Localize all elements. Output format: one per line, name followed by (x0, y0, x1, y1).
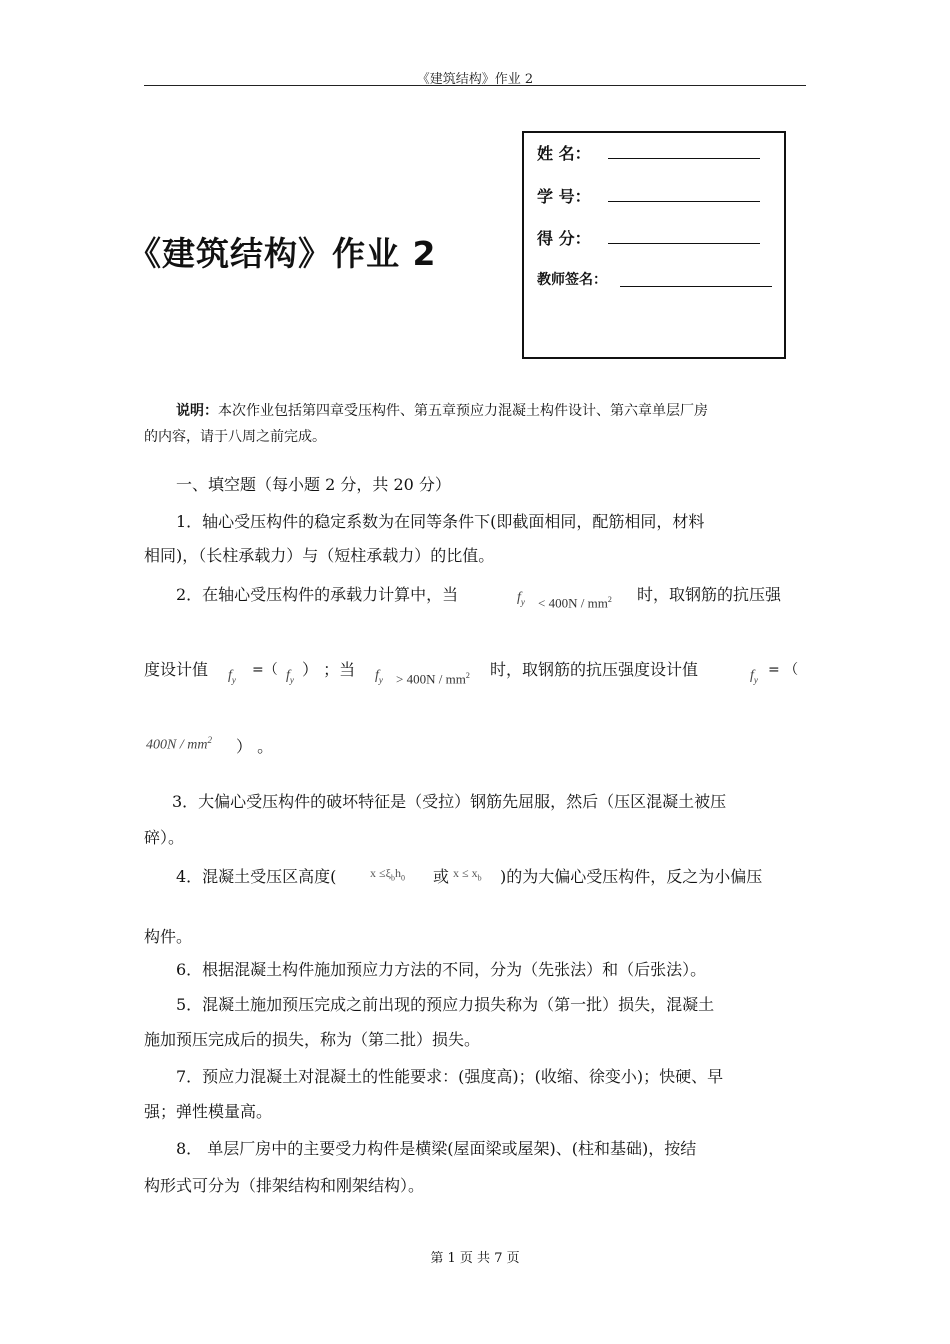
question-6-line-1: 6．根据混凝土构件施加预应力方法的不同，分为（先张法）和（后张法）。 (176, 960, 707, 979)
fy-letter-2: f (375, 668, 379, 683)
name-label: 姓 名： (537, 144, 591, 163)
question-2-eq-1: =（ (252, 662, 278, 678)
q4-cond-1-h: h (394, 866, 401, 880)
fy-letter: f (517, 590, 521, 605)
header-divider (144, 85, 806, 86)
question-1-line-1: 1．轴心受压构件的稳定系数为在同等条件下(即截面相同，配筋相同，材料 (176, 512, 705, 531)
answer-fy-symbol (286, 668, 294, 685)
fy-prime-subscript-2: y (753, 674, 758, 685)
question-2-text-a: 2．在轴心受压构件的承载力计算中，当 (176, 585, 459, 604)
question-4-or: 或 (433, 867, 450, 886)
question-2-close-1: ） ；当 (302, 660, 356, 679)
fy-limit-gt (396, 671, 470, 687)
question-8-line-1: 8． 单层厂房中的主要受力构件是横梁(屋面梁或屋架)、(柱和基础)，按结 (176, 1139, 697, 1158)
question-7-line-2: 强；弹性模量高。 (144, 1102, 273, 1121)
note-line-1 (176, 400, 708, 420)
note-label: 说明： (176, 403, 218, 419)
question-1-line-2: 相同)，（长柱承载力）与（短柱承载力）的比值。 (144, 546, 495, 565)
question-4-text-b: )的为大偏心受压构件，反之为小偏压 (500, 867, 763, 886)
document-title: 《建筑结构》作业 2 (128, 234, 437, 273)
answer-fy-subscript: y (289, 674, 294, 685)
fy-symbol-2 (375, 668, 383, 685)
question-2-line-1 (176, 580, 458, 610)
q4-cond-1-a: x ≤ξ (370, 866, 391, 880)
question-2-end: ） 。 (236, 737, 274, 756)
fy-symbol (517, 590, 525, 607)
student-id-blank[interactable] (608, 201, 760, 202)
limit-lt-text: < 400N / mm (538, 595, 608, 611)
running-header: 《建筑结构》作业 2 (416, 72, 534, 87)
q4-cond-2-a: x ≤ x (453, 866, 478, 880)
fy-subscript-2: y (378, 674, 383, 685)
answer-fy-letter: f (286, 668, 290, 683)
page-number: 第 1 页 共 7 页 (430, 1251, 520, 1266)
question-2-text-d: 时，取钢筋的抗压强度设计值 (490, 660, 699, 679)
limit-lt-sup: 2 (607, 595, 612, 604)
teacher-signature-blank[interactable] (620, 286, 772, 287)
q4-cond-1-sub: b (390, 873, 395, 883)
question-7-line-1: 7．预应力混凝土对混凝土的性能要求：(强度高)；(收缩、徐变小)；快硬、早 (176, 1067, 724, 1086)
question-2-text-c: 度设计值 (144, 660, 209, 679)
answer-400-sup: 2 (207, 735, 212, 745)
q4-condition-2 (453, 866, 482, 882)
question-4-text-a: 4．混凝土受压区高度( (176, 867, 337, 886)
fy-subscript: y (520, 596, 525, 607)
fy-prime-letter-2: f (750, 668, 754, 683)
student-id-field (537, 184, 591, 207)
fy-prime-subscript: y (231, 674, 236, 685)
name-blank[interactable] (608, 158, 760, 159)
fy-prime-symbol-2 (750, 668, 758, 685)
limit-gt-text: > 400N / mm (396, 671, 466, 687)
q4-cond-1-sub2: 0 (400, 873, 405, 883)
answer-400-text: 400N / mm (146, 737, 208, 753)
fy-prime-letter: f (228, 668, 232, 683)
student-id-label: 学 号： (537, 187, 591, 206)
question-2-text-b: 时，取钢筋的抗压强 (637, 585, 782, 604)
answer-400 (146, 735, 212, 754)
note-text-1: 本次作业包括第四章受压构件、第五章预应力混凝土构件设计、第六章单层厂房 (218, 403, 708, 419)
question-3-line-2: 碎）。 (144, 828, 185, 847)
score-blank[interactable] (608, 243, 760, 244)
teacher-signature-field (537, 269, 607, 289)
note-line-2: 的内容，请于八周之前完成。 (144, 429, 326, 445)
score-field (537, 226, 591, 249)
fy-prime-symbol (228, 668, 236, 685)
section-heading: 一、填空题（每小题 2 分，共 20 分） (176, 475, 451, 494)
fy-limit-lt (538, 595, 612, 611)
score-label: 得 分： (537, 229, 591, 248)
question-3-line-1: 3．大偏心受压构件的破坏特征是（受拉）钢筋先屈服，然后（压区混凝土被压 (172, 792, 727, 811)
limit-gt-sup: 2 (465, 671, 470, 680)
q4-condition-1 (370, 866, 405, 882)
teacher-signature-label: 教师签名： (537, 272, 607, 288)
question-5-line-2: 施加预压完成后的损失，称为（第二批）损失。 (144, 1030, 481, 1049)
question-4-line-2: 构件。 (144, 927, 193, 946)
q4-cond-2-sub: b (477, 873, 482, 883)
name-field (537, 141, 591, 164)
question-8-line-2: 构形式可分为（排架结构和刚架结构）。 (144, 1176, 425, 1195)
question-2-eq-2: = （ (768, 662, 799, 678)
question-5-line-1: 5．混凝土施加预压完成之前出现的预应力损失称为（第一批）损失，混凝土 (176, 995, 715, 1014)
